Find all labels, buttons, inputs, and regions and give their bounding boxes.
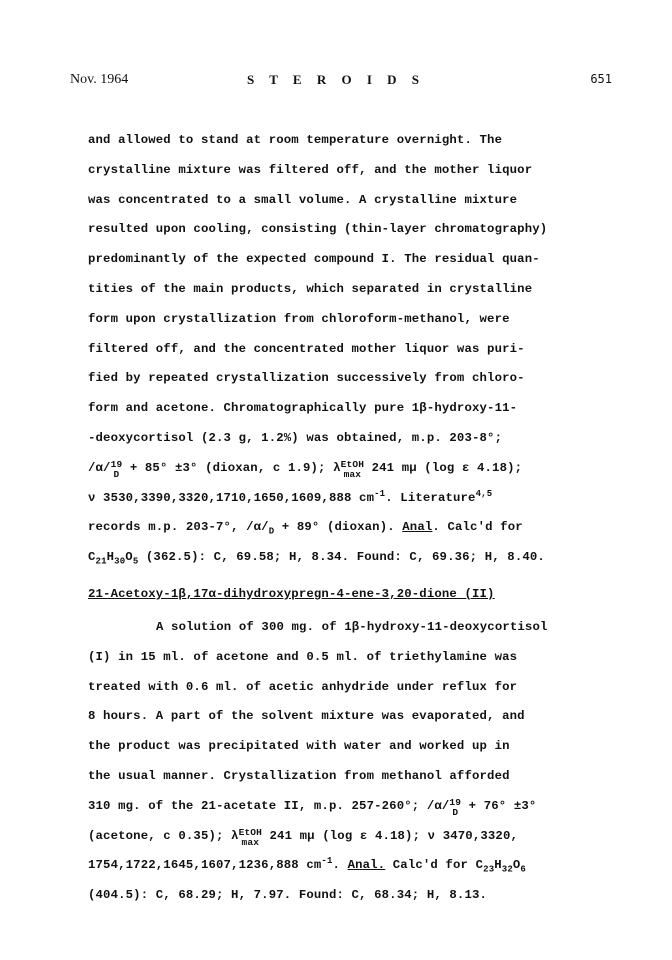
- text-line: treated with 0.6 ml. of acetic anhydride under reflux for: [88, 679, 518, 694]
- ir-line: 1754,1722,1645,1607,1236,888 $cm^{-1}$. Anal. Calc'd for $C_{23}H_{32}O_6$: [88, 856, 526, 875]
- text-line: was concentrated to a small volume. A crystalline mixture: [88, 192, 518, 207]
- text-line: A solution of 300 mg. of 1β-hydroxy-11-deoxycortisol: [156, 619, 548, 634]
- text-line: (I) in 15 ml. of acetone and 0.5 ml. of triethylamine was: [88, 649, 518, 664]
- text-line: resulted upon cooling, consisting (thin-layer chromatography): [88, 222, 548, 237]
- text-line: form and acetone. Chromatographically pure 1β-hydroxy-11-: [88, 401, 518, 416]
- paragraph-continued: [88, 126, 648, 573]
- optical-rotation-line: /α/ 19 D + 85° ±3° (dioxan, c 1.9); λ EtOH max 241 mμ (log ε 4.18);: [88, 458, 523, 480]
- reference-superscript: 4,5: [475, 488, 493, 499]
- rotation-index: 19 D: [110, 458, 123, 480]
- anal-label: Anal.: [347, 858, 386, 873]
- literature-line: records m.p. 203-7°, $/\alpha/_D + 89^\circ$ (dioxan). Anal. Calc'd for: [88, 520, 523, 537]
- section-heading: 21-Acetoxy-1β,17α-dihydroxypregn-4-ene-3,20-dione (II): [88, 586, 495, 601]
- optical-rotation-line: 310 mg. of the 21-acetate II, m.p. 257-260°; /α/ 19 D + 76° ±3°: [88, 796, 537, 818]
- text-line: crystalline mixture was filtered off, and the mother liquor: [88, 162, 533, 177]
- text-line: and allowed to stand at room temperature overnight. The: [88, 133, 503, 147]
- uv-lambda-index: EtOH max: [238, 826, 262, 848]
- text-line: filtered off, and the concentrated mother liquor was puri-: [88, 341, 525, 356]
- text-line: 8 hours. A part of the solvent mixture was evaporated, and: [88, 709, 525, 724]
- text-line: the product was precipitated with water and worked up in: [88, 739, 510, 754]
- text-line: the usual manner. Crystallization from methanol afforded: [88, 768, 510, 783]
- formula-line: $C_{21}H_{30}O_5$ (362.5): C, 69.58; H, 8.34. Found: C, 69.36; H, 8.40.: [88, 550, 545, 567]
- anal-label: Anal: [402, 520, 433, 535]
- article-body: [88, 126, 648, 911]
- text-line: (404.5): C, 68.29; H, 7.97. Found: C, 68.34; H, 8.13.: [88, 888, 488, 903]
- uv-lambda-index: EtOH max: [340, 458, 365, 480]
- text-line: predominantly of the expected compound I. The residual quan-: [88, 252, 540, 267]
- page-number: 651: [590, 72, 612, 86]
- header-date: Nov. 1964: [70, 72, 129, 87]
- text-line: form upon crystallization from chloroform-methanol, were: [88, 311, 510, 326]
- text-line: fied by repeated crystallization successively from chloro-: [88, 371, 525, 386]
- ir-line: ν 3530,3390,3320,1710,1650,1609,888 $cm^{-1}$. Literature$^{4,5}$: [88, 488, 493, 505]
- rotation-index: 19 D: [449, 796, 462, 818]
- running-header: [0, 72, 672, 92]
- uv-line: (acetone, c 0.35); λ EtOH max 241 mμ (log ε 4.18); ν 3470,3320,: [88, 826, 518, 848]
- text-line: tities of the main products, which separated in crystalline: [88, 281, 533, 296]
- paragraph-procedure: [88, 613, 648, 911]
- header-journal-title: S T E R O I D S: [246, 72, 426, 87]
- text-line: -deoxycortisol (2.3 g, 1.2%) was obtained, m.p. 203-8°;: [88, 430, 503, 445]
